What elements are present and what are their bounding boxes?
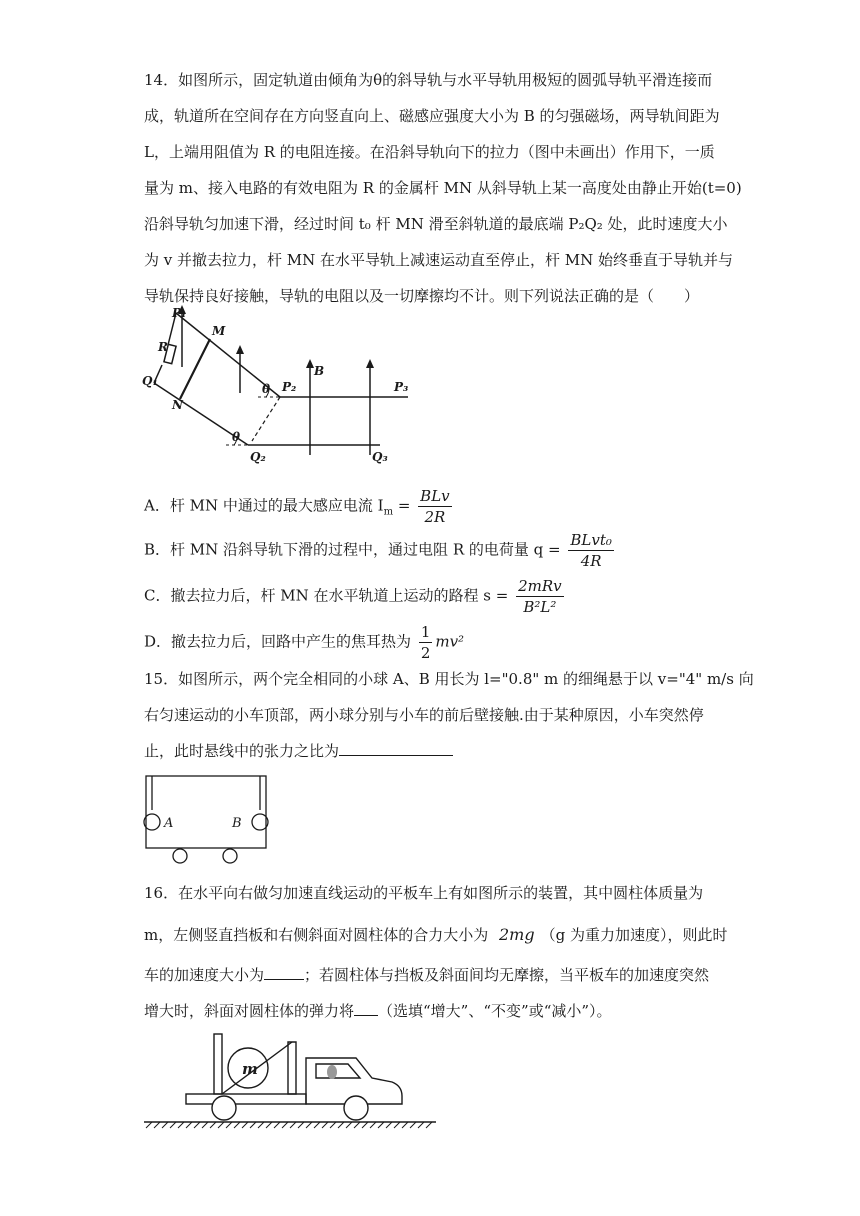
q16-line-2-formula: 2mg bbox=[499, 925, 535, 944]
option-c-text: C．撤去拉力后，杆 MN 在水平轨道上运动的路程 s = bbox=[144, 586, 509, 605]
option-a-sub: m bbox=[383, 506, 394, 518]
label-ball-b: B bbox=[232, 816, 242, 831]
label-m: M bbox=[212, 324, 226, 338]
q16-line-4-b: （选填“增大”、“不变”或“减小”）。 bbox=[378, 1002, 612, 1020]
option-a-eq: = bbox=[393, 496, 411, 515]
label-b: B bbox=[314, 364, 325, 378]
q14-line-5: 沿斜导轨匀加速下滑，经过时间 t₀ 杆 MN 滑至斜轨道的最底端 P₂Q₂ 处，此时速度大小 bbox=[144, 215, 728, 233]
label-p1: P₁ bbox=[172, 306, 187, 320]
option-a-num: BLv bbox=[420, 487, 450, 505]
option-a-fraction bbox=[418, 486, 451, 527]
q15-line-1: 15．如图所示，两个完全相同的小球 A、B 用长为 l="0.8" m 的细绳悬于以 v="4" m/s 向 bbox=[144, 670, 754, 688]
label-n: N bbox=[172, 398, 183, 412]
option-c-num: 2mRv bbox=[518, 577, 562, 595]
q14-option-c bbox=[144, 576, 567, 617]
q14-line-7: 导轨保持良好接触，导轨的电阻以及一切摩擦均不计。则下列说法正确的是（ ） bbox=[144, 287, 700, 305]
option-c-den: B²L² bbox=[523, 598, 557, 616]
option-b-den: 4R bbox=[580, 552, 602, 570]
label-q3: Q₃ bbox=[372, 450, 388, 464]
q16-line-2 bbox=[144, 925, 727, 945]
label-q2: Q₂ bbox=[250, 450, 266, 464]
option-b-fraction bbox=[568, 530, 614, 571]
q15-line-3-text: 止，此时悬线中的张力之比为 bbox=[144, 742, 340, 760]
label-q1: Q₁ bbox=[142, 374, 158, 388]
label-r: R bbox=[158, 340, 168, 354]
label-ball-a: A bbox=[164, 816, 174, 831]
option-d-fraction bbox=[419, 622, 433, 663]
option-a-text: A．杆 MN 中通过的最大感应电流 I bbox=[144, 496, 384, 515]
q14-line-3: L，上端用阻值为 R 的电阻连接。在沿斜导轨向下的拉力（图中未画出）作用下，一质 bbox=[144, 143, 715, 161]
q14-line-4: 量为 m、接入电路的有效电阻为 R 的金属杆 MN 从斜导轨上某一高度处由静止开始(t=0) bbox=[144, 179, 742, 197]
q16-line-3 bbox=[144, 965, 709, 985]
q16-line-2-a: m，左侧竖直挡板和右侧斜面对圆柱体的合力大小为 bbox=[144, 926, 493, 944]
q16-line-3-a: 车的加速度大小为 bbox=[144, 966, 265, 984]
option-d-den: 2 bbox=[420, 644, 431, 662]
q15-cart-diagram bbox=[140, 772, 272, 868]
q14-option-a bbox=[144, 486, 455, 527]
label-theta-bottom: θ bbox=[232, 430, 241, 444]
q15-answer-blank bbox=[339, 741, 453, 756]
q16-blank-2 bbox=[354, 1001, 378, 1016]
q16-line-1: 16．在水平向右做匀加速直线运动的平板车上有如图所示的装置，其中圆柱体质量为 bbox=[144, 884, 704, 902]
label-p3: P₃ bbox=[394, 380, 409, 394]
option-b-text: B．杆 MN 沿斜导轨下滑的过程中，通过电阻 R 的电荷量 q = bbox=[144, 540, 561, 559]
q16-line-4-a: 增大时，斜面对圆柱体的弹力将 bbox=[144, 1002, 355, 1020]
option-a-den: 2R bbox=[424, 508, 446, 526]
q16-truck-diagram bbox=[140, 1028, 440, 1132]
q14-option-b bbox=[144, 530, 617, 571]
label-cylinder-m: m bbox=[242, 1060, 258, 1078]
option-b-num: BLvt₀ bbox=[570, 531, 612, 549]
option-d-text: D．撤去拉力后，回路中产生的焦耳热为 bbox=[144, 632, 412, 651]
q14-line-2: 成，轨道所在空间存在方向竖直向上、磁感应强度大小为 B 的匀强磁场，两导轨间距为 bbox=[144, 107, 720, 125]
q14-rail-diagram bbox=[140, 305, 420, 470]
label-p2: P₂ bbox=[282, 380, 297, 394]
q16-line-4 bbox=[144, 1001, 612, 1021]
q15-line-2: 右匀速运动的小车顶部，两小球分别与小车的前后壁接触.由于某种原因，小车突然停 bbox=[144, 706, 704, 724]
q14-line-1: 14．如图所示，固定轨道由倾角为θ的斜导轨与水平导轨用极短的圆弧导轨平滑连接而 bbox=[144, 71, 713, 89]
q16-line-2-c: （g 为重力加速度），则此时 bbox=[540, 926, 728, 944]
q14-line-6: 为 v 并撤去拉力，杆 MN 在水平导轨上减速运动直至停止，杆 MN 始终垂直于导轨并与 bbox=[144, 251, 734, 269]
q16-blank-1 bbox=[264, 965, 304, 980]
q14-option-d bbox=[144, 622, 464, 663]
label-theta-top: θ bbox=[262, 382, 271, 396]
option-c-fraction bbox=[516, 576, 564, 617]
q15-line-3 bbox=[144, 741, 453, 761]
option-d-num: 1 bbox=[420, 623, 431, 641]
option-d-tail: mv² bbox=[435, 632, 465, 651]
q16-line-3-b: ；若圆柱体与挡板及斜面间均无摩擦，当平板车的加速度突然 bbox=[304, 966, 710, 984]
